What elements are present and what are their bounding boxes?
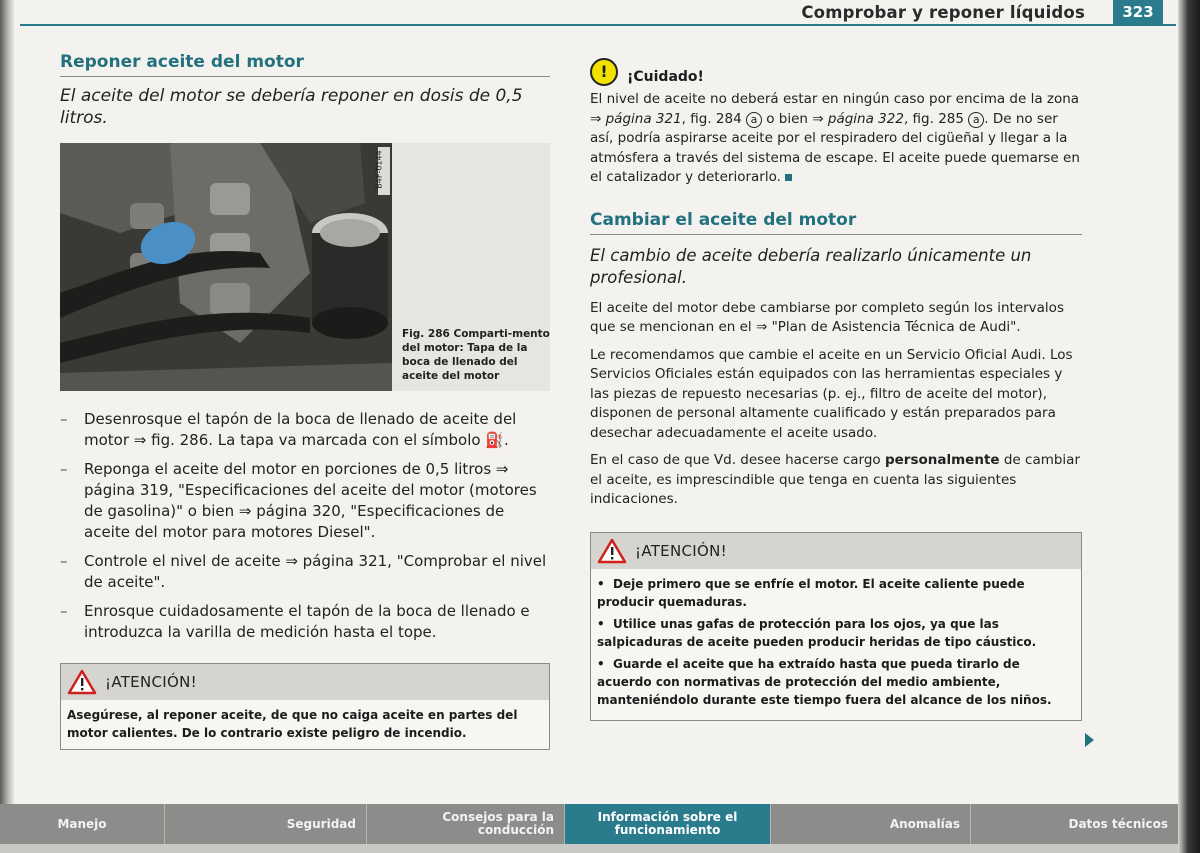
warning-triangle-icon <box>67 669 97 695</box>
nav-bottom-strip <box>0 844 1178 853</box>
list-item: – Controle el nivel de aceite ⇒ página 321, "Comprobar el nivel de aceite". <box>60 552 547 591</box>
list-item: • Deje primero que se enfríe el motor. El aceite caliente puede producir quemaduras. <box>597 576 1025 609</box>
nav-tab-consejos[interactable]: Consejos para la conducción <box>367 804 565 844</box>
header-title: Comprobar y reponer líquidos <box>801 3 1085 22</box>
warning-text: Asegúrese, al reponer aceite, de que no caiga aceite en partes del motor calientes. De lo contrario existe peligro de incendio. <box>67 708 518 740</box>
figure-code-label: B4F-0144 <box>378 147 390 195</box>
continue-arrow-icon <box>1085 733 1094 747</box>
warning-header <box>61 664 549 700</box>
section-title-change: Cambiar el aceite del motor <box>590 209 857 230</box>
warning-list <box>591 569 1081 720</box>
warning-header <box>591 533 1081 569</box>
title-rule <box>60 76 550 77</box>
warning-box-right <box>590 532 1082 721</box>
caution-icon: ! <box>590 58 618 86</box>
left-column <box>60 52 550 750</box>
paragraph-diy: En el caso de que Vd. desee hacerse cargo personalmente de cambiar el aceite, es imprescindible que tenga en cuenta las siguientes indicaciones. <box>590 452 1081 507</box>
figure-caption: Fig. 286 Comparti-mento del motor: Tapa de la boca de llenado del aceite del motor <box>402 328 550 382</box>
end-square-icon <box>785 174 792 181</box>
title-rule <box>590 234 1082 235</box>
lead-change: El cambio de aceite debería realizarlo únicamente un profesional. <box>590 245 1032 287</box>
book-spine-right <box>1178 0 1200 853</box>
nav-tab-informacion[interactable]: Información sobre el funcionamiento <box>565 804 771 844</box>
list-item: – Reponga el aceite del motor en porciones de 0,5 litros ⇒ página 319, "Especificaciones del aceite del motor (motores de gasolina)" o bien ⇒ página 320, "Especificaciones de aceite del motor para motores Diesel". <box>60 460 537 541</box>
caution-title: ¡Cuidado! <box>627 69 704 85</box>
header-rule <box>20 24 1176 26</box>
section-title-refill: Reponer aceite del motor <box>60 52 304 72</box>
nav-tab-manejo[interactable]: Manejo <box>0 804 165 844</box>
warning-title: ¡ATENCIÓN! <box>635 541 727 560</box>
marker-a: a <box>968 112 984 128</box>
paragraph-service: Le recomendamos que cambie el aceite en un Servicio Oficial Audi. Los Servicios Oficiales están equipados con las herramientas especiales y las piezas de repuesto necesarias (p. ej., filtro de aceite del motor), disponen de personal altamente cualificado y están preparados para desechar adecuadamente el aceite usado. <box>590 346 1073 441</box>
lead-refill: El aceite del motor se debería reponer en dosis de 0,5 litros. <box>60 86 523 128</box>
book-spine-left <box>0 0 14 853</box>
warning-box-left <box>60 663 550 750</box>
paragraph-intervals: El aceite del motor debe cambiarse por completo según los intervalos que se mencionan en el ⇒ "Plan de Asistencia Técnica de Audi". <box>590 299 1064 335</box>
page-ref-322[interactable]: página 322 <box>827 110 904 127</box>
marker-a: a <box>746 112 762 128</box>
figure-286 <box>60 143 550 391</box>
list-item: – Desenrosque el tapón de la boca de llenado de aceite del motor ⇒ fig. 286. La tapa va marcada con el símbolo ⛽. <box>60 410 517 449</box>
page-number: 323 <box>1113 0 1163 25</box>
nav-tab-seguridad[interactable]: Seguridad <box>165 804 367 844</box>
list-item: – Enrosque cuidadosamente el tapón de la boca de llenado e introduzca la varilla de medición hasta el tope. <box>60 602 530 641</box>
nav-tab-datos-tecnicos[interactable]: Datos técnicos <box>1068 816 1168 831</box>
list-item: • Utilice unas gafas de protección para los ojos, ya que las salpicaduras de aceite pueden producir heridas de tipo cáustico. <box>597 616 1037 649</box>
engine-photo <box>60 143 392 391</box>
caution-header <box>590 58 1082 86</box>
nav-tab-anomalias[interactable]: Anomalías <box>771 804 971 844</box>
list-item: • Guarde el aceite que ha extraído hasta que pueda tirarlo de acuerdo con normativas de protección del medio ambiente, manteniéndolo durante este tiempo fuera del alcance de los niños. <box>597 656 1052 707</box>
step-list <box>60 409 550 643</box>
chapter-nav <box>0 804 1178 844</box>
caution-text: El nivel de aceite no deberá estar en ningún caso por encima de la zona ⇒ página 321, fig. 284 a o bien ⇒ página 322, fig. 285 a . De no ser así, podría aspirarse aceite por el respiradero del cigüeñal y llegar a la atmósfera a través del sistema de escape. El aceite puede quemarse en el catalizador y deteriorarlo. <box>590 91 1080 185</box>
page-ref-321[interactable]: página 321 <box>605 110 682 127</box>
warning-triangle-icon <box>597 538 627 564</box>
right-column <box>590 58 1082 721</box>
warning-title: ¡ATENCIÓN! <box>105 673 197 691</box>
engine-compartment-illustration <box>60 143 392 391</box>
